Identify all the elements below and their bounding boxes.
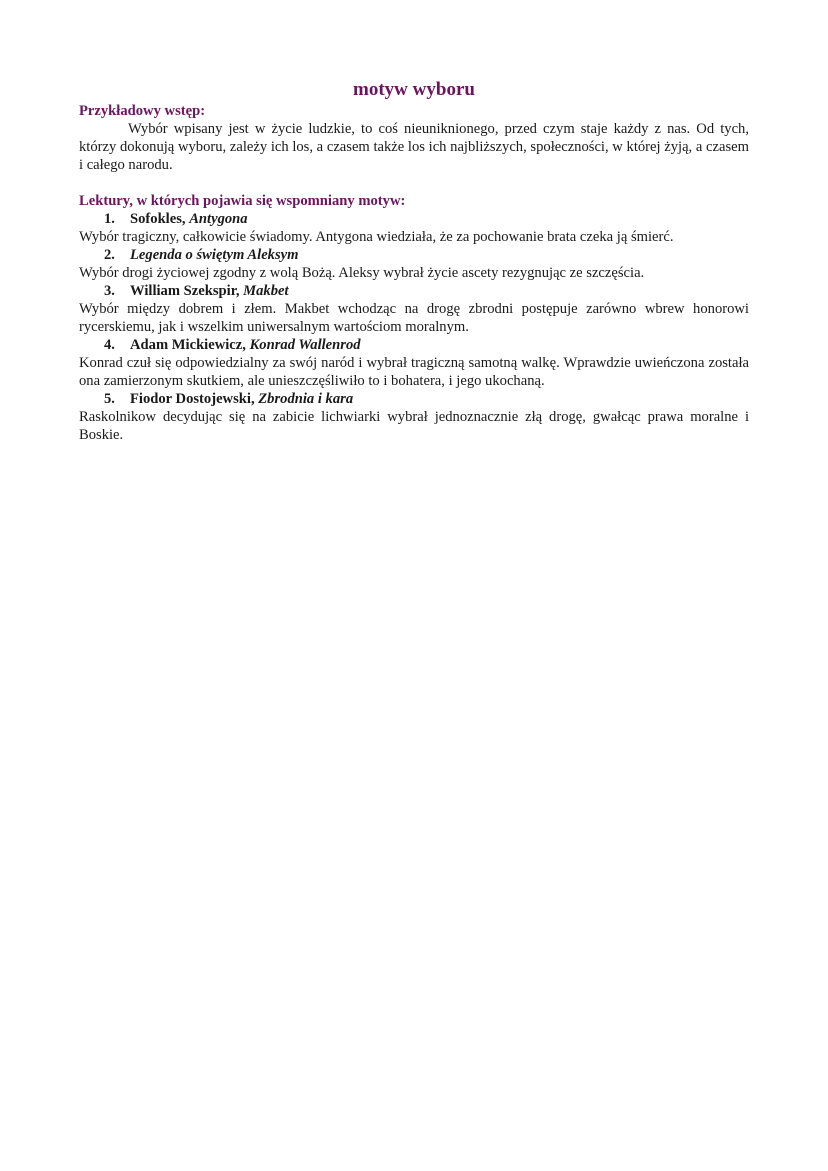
page-title: motyw wyboru — [353, 79, 475, 100]
item-number: 5. — [104, 391, 115, 407]
readings-list — [79, 210, 749, 444]
item-description: Raskolnikow decydując się na zabicie lichwiarki wybrał jednoznacznie złą drogę, gwałcąc prawa moralne i Boskie. — [79, 409, 749, 443]
intro-paragraph: Wybór wpisany jest w życie ludzkie, to coś nieuniknionego, przed czym staje każdy z nas. Od tych, którzy dokonują wyboru, zależy ich los, a czasem także los ich najbliższych, społeczności, w której żyją, a czasem i całego narodu. — [79, 121, 749, 173]
item-heading — [79, 336, 749, 354]
item-description: Wybór tragiczny, całkowicie świadomy. Antygona wiedziała, że za pochowanie brata czeka ją śmierć. — [79, 229, 674, 245]
list-item — [79, 246, 749, 282]
item-number: 4. — [104, 337, 115, 353]
item-heading — [79, 282, 749, 300]
item-title: Antygona — [189, 211, 248, 227]
item-description: Wybór drogi życiowej zgodny z wolą Bożą. Aleksy wybrał życie ascety rezygnując ze szczęścia. — [79, 265, 645, 281]
item-description: Konrad czuł się odpowiedzialny za swój naród i wybrał tragiczną samotną walkę. Wprawdzie uwieńczona została ona zamierzonym skutkiem, ale unieszczęśliwiło to i bohatera, i jego ukochaną. — [79, 355, 749, 389]
list-item — [79, 210, 749, 246]
list-item — [79, 336, 749, 390]
list-item — [79, 390, 749, 444]
item-number: 3. — [104, 283, 115, 299]
item-title: Zbrodnia i kara — [258, 391, 354, 407]
item-author: William Szekspir, — [130, 283, 240, 299]
item-number: 2. — [104, 247, 115, 263]
item-author: Sofokles, — [130, 211, 186, 227]
item-heading — [79, 210, 749, 228]
section-spacer — [79, 174, 749, 192]
item-author: Fiodor Dostojewski, — [130, 391, 255, 407]
item-heading — [79, 246, 749, 264]
item-heading — [79, 390, 749, 408]
item-title: Konrad Wallenrod — [249, 337, 361, 353]
item-number: 1. — [104, 211, 115, 227]
item-author: Adam Mickiewicz, — [130, 337, 246, 353]
intro-heading: Przykładowy wstęp: — [79, 103, 206, 119]
item-title: Legenda o świętym Aleksym — [130, 247, 299, 263]
readings-heading: Lektury, w których pojawia się wspomniany motyw: — [79, 193, 406, 209]
document-page — [79, 78, 749, 444]
item-description: Wybór między dobrem i złem. Makbet wchodząc na drogę zbrodni postępuje zarówno wbrew honorowi rycerskiemu, jak i wszelkim uniwersalnym wartościom moralnym. — [79, 301, 749, 335]
list-item — [79, 282, 749, 336]
item-title: Makbet — [243, 283, 289, 299]
